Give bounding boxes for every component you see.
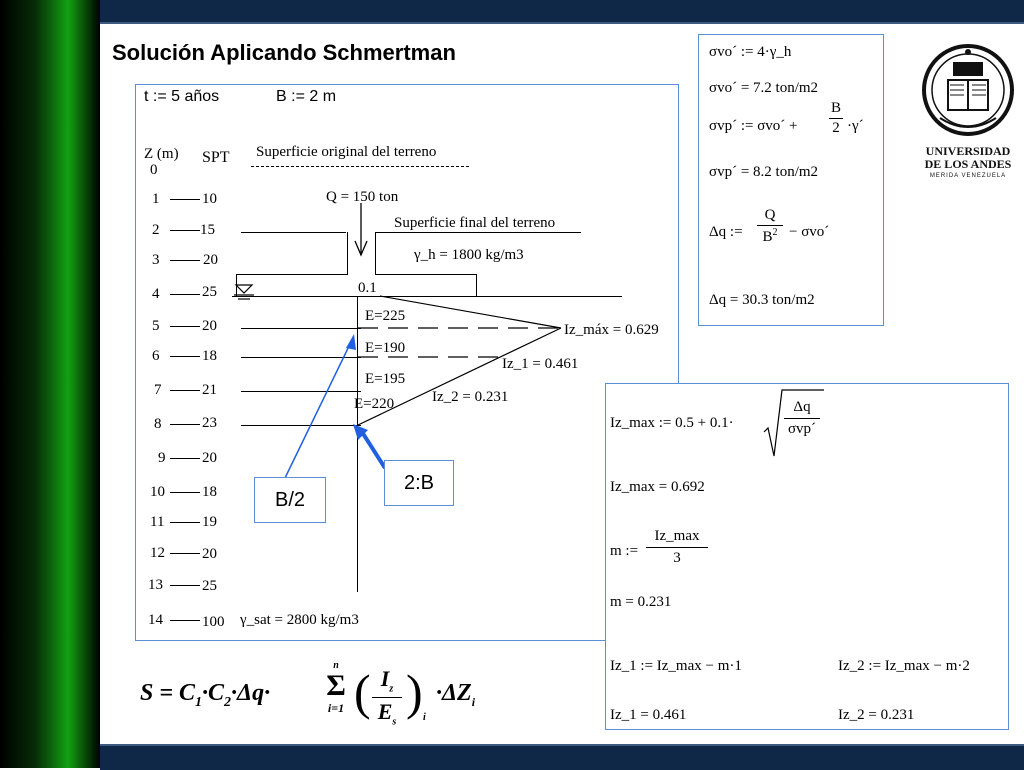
right-parenthesis: ) (406, 664, 423, 720)
iz-1-label: Iz_1 = 0.461 (502, 356, 579, 372)
formula-prefix: $S = C_1\cdot C_2\cdot\Delta q\cdot$ (140, 680, 271, 710)
svp-fraction (829, 101, 843, 136)
spt-value: 20 (202, 318, 217, 334)
dq-fraction (757, 208, 783, 245)
spt-value: 100 (202, 614, 225, 630)
width-definition: B := 2 m (276, 88, 337, 105)
spt-value: 20 (202, 546, 217, 562)
summation-symbol: n Σ i=1 (326, 660, 346, 715)
iz1-definition: Iz_1 := Iz_max − m·1 (610, 658, 742, 674)
fraction-bar (829, 118, 843, 119)
iz2-value: Iz_2 = 0.231 (838, 707, 915, 723)
fraction-numerator: $I_z$ (380, 666, 394, 695)
spt-value: 19 (202, 514, 217, 530)
depth-label: 9 (158, 450, 166, 466)
e-value-2: E=190 (365, 340, 406, 356)
slide-title: Solución Aplicando Schmertman (112, 40, 456, 65)
m-value: m = 0.231 (610, 594, 672, 610)
dq-fraction-numerator: Q (764, 207, 776, 223)
fraction-bar (757, 225, 783, 226)
iz-2-label: Iz_2 = 0.231 (432, 389, 509, 405)
spt-value: 15 (200, 222, 215, 238)
spt-value: 21 (202, 382, 217, 398)
svo-definition: σvo´ := 4·γ_h (709, 44, 792, 60)
spt-value: 10 (202, 191, 217, 207)
spt-value: 18 (202, 484, 217, 500)
fraction-bar (646, 547, 708, 548)
gamma-sat-label: γ_sat = 2800 kg/m3 (240, 612, 359, 628)
gamma-h-label: γ_h = 1800 kg/m3 (414, 247, 524, 263)
two-b-callout: 2:B (384, 460, 454, 506)
spt-value: 18 (202, 348, 217, 364)
final-surface-label: Superficie final del terreno (394, 215, 556, 231)
fraction-denominator: $E_s$ (377, 699, 397, 728)
m-definition-lhs: m := (610, 543, 639, 559)
iz-over-es-fraction (372, 668, 402, 728)
e-value-4: E=220 (354, 396, 395, 412)
settlement-formula (140, 660, 540, 740)
logo-line-1: UNIVERSIDAD (925, 144, 1011, 158)
dq-definition-rhs: − σvo´ (789, 224, 830, 240)
svp-definition-lhs: σvp´ := σvo´ + (709, 118, 798, 134)
depth-label: 6 (152, 348, 160, 364)
logo-line-2: DE LOS ANDES (924, 157, 1012, 171)
depth-label: 1 (152, 191, 160, 207)
iz-top-value: 0.1 (358, 280, 377, 296)
m-fraction (646, 529, 708, 566)
fraction-bar (784, 418, 820, 419)
svp-definition-rhs: ·γ´ (847, 118, 864, 134)
iz1-value: Iz_1 = 0.461 (610, 707, 687, 723)
depth-header: Z (m) (144, 146, 179, 162)
iz-max-label: Iz_máx = 0.629 (564, 322, 659, 338)
depth-label: 0 (150, 162, 158, 178)
e-value-1: E=225 (365, 308, 406, 324)
dq-definition-lhs: Δq := (709, 224, 743, 240)
e-value-3: E=195 (365, 371, 406, 387)
svp-fraction-denominator: 2 (832, 120, 840, 136)
svo-value: σvo´ = 7.2 ton/m2 (709, 80, 819, 96)
load-label: Q = 150 ton (326, 189, 399, 205)
depth-label: 5 (152, 318, 160, 334)
depth-label: 11 (150, 514, 165, 530)
m-fraction-numerator: Iz_max (654, 528, 700, 544)
spt-value: 20 (203, 252, 218, 268)
depth-label: 14 (148, 612, 163, 628)
delta-z-term: $\cdot\Delta Z_i$ (436, 680, 476, 709)
depth-label: 3 (152, 252, 160, 268)
spt-value: 25 (202, 578, 217, 594)
original-surface-label: Superficie original del terreno (256, 144, 437, 160)
svp-fraction-numerator: B (830, 100, 841, 116)
fraction-subscript: i (423, 712, 426, 723)
dq-fraction-denominator: $B^2$ (762, 227, 778, 245)
stress-calculation-panel (698, 34, 884, 326)
time-definition: t := 5 años (144, 88, 220, 105)
spt-value: 23 (202, 415, 217, 431)
depth-label: 2 (152, 222, 160, 238)
depth-label: 12 (150, 545, 165, 561)
iz-calculation-panel (605, 383, 1009, 730)
depth-label: 10 (150, 484, 165, 500)
spt-value: 25 (202, 284, 217, 300)
izmax-fraction-numerator: Δq (793, 399, 811, 415)
spt-value: 20 (202, 450, 217, 466)
spt-header: SPT (202, 149, 230, 166)
depth-label: 7 (154, 382, 162, 398)
izmax-definition-lhs: Iz_max := 0.5 + 0.1· (610, 415, 734, 431)
izmax-fraction-denominator: σvp´ (787, 421, 817, 437)
b-half-callout: B/2 (254, 477, 326, 523)
logo-line-3: MERIDA VENEZUELA (929, 173, 1007, 179)
depth-label: 13 (148, 577, 163, 593)
iz2-definition: Iz_2 := Iz_max − m·2 (838, 658, 970, 674)
depth-label: 4 (152, 286, 160, 302)
izmax-value: Iz_max = 0.692 (610, 479, 705, 495)
svp-value: σvp´ = 8.2 ton/m2 (709, 164, 819, 180)
dq-value: Δq = 30.3 ton/m2 (709, 292, 815, 308)
depth-label: 8 (154, 416, 162, 432)
left-parenthesis: ( (354, 664, 371, 720)
fraction-bar (372, 697, 402, 698)
m-fraction-denominator: 3 (673, 550, 681, 566)
izmax-fraction (784, 400, 820, 437)
